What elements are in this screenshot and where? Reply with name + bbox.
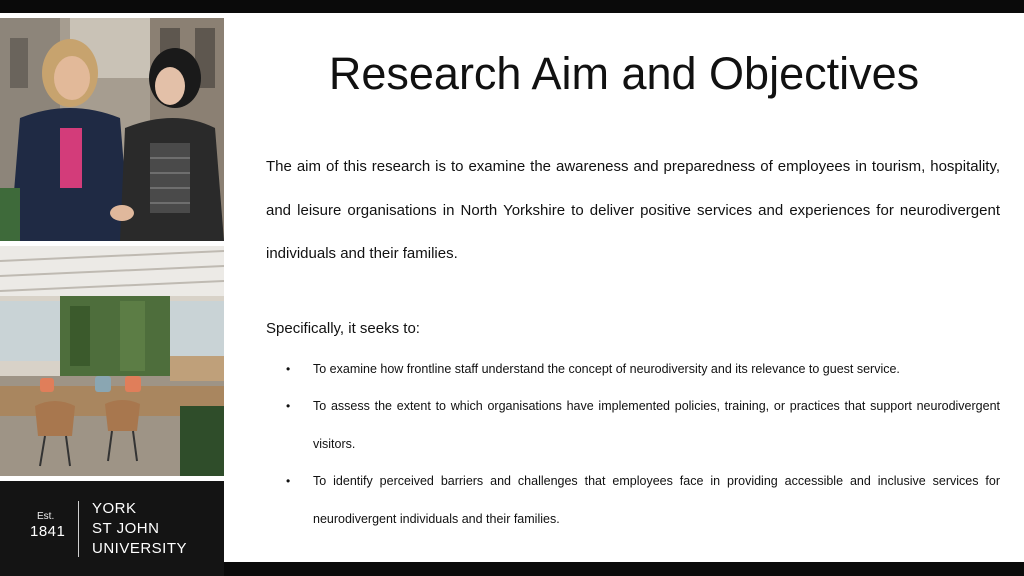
logo-name-line-1: YORK xyxy=(92,500,137,517)
logo-name xyxy=(92,499,187,559)
bottom-bar xyxy=(224,562,1024,576)
objective-text: To examine how frontline staff understand the concept of neurodiversity and its relevance to guest service. xyxy=(313,362,900,376)
seeks-label: Specifically, it seeks to: xyxy=(266,320,420,337)
logo-year: 1841 xyxy=(30,523,66,540)
logo-divider xyxy=(78,501,79,557)
students-photo xyxy=(0,18,224,241)
left-image-column xyxy=(0,13,224,576)
bullet-icon: • xyxy=(286,474,291,488)
bullet-icon: • xyxy=(286,399,291,413)
slide-title: Research Aim and Objectives xyxy=(328,48,920,99)
bullet-icon: • xyxy=(286,362,291,376)
interior-photo xyxy=(0,246,224,476)
logo-name-line-2: ST JOHN xyxy=(92,520,160,537)
objective-text: To identify perceived barriers and challenges that employees face in providing accessible and inclusive services for neurodivergent individuals and their families. xyxy=(313,474,1000,526)
logo-est-label: Est. xyxy=(37,511,55,522)
objective-text: To assess the extent to which organisations have implemented policies, training, or practices that support neurodivergent visitors. xyxy=(313,399,1000,451)
top-bar xyxy=(0,0,1024,13)
university-logo xyxy=(0,481,224,576)
logo-name-line-3: UNIVERSITY xyxy=(92,540,188,557)
aim-paragraph: The aim of this research is to examine the awareness and preparedness of employees in tourism, hospitality, and leisure organisations in North Yorkshire to deliver positive services and experiences for neurodivergent individuals and their families. xyxy=(266,158,1000,262)
